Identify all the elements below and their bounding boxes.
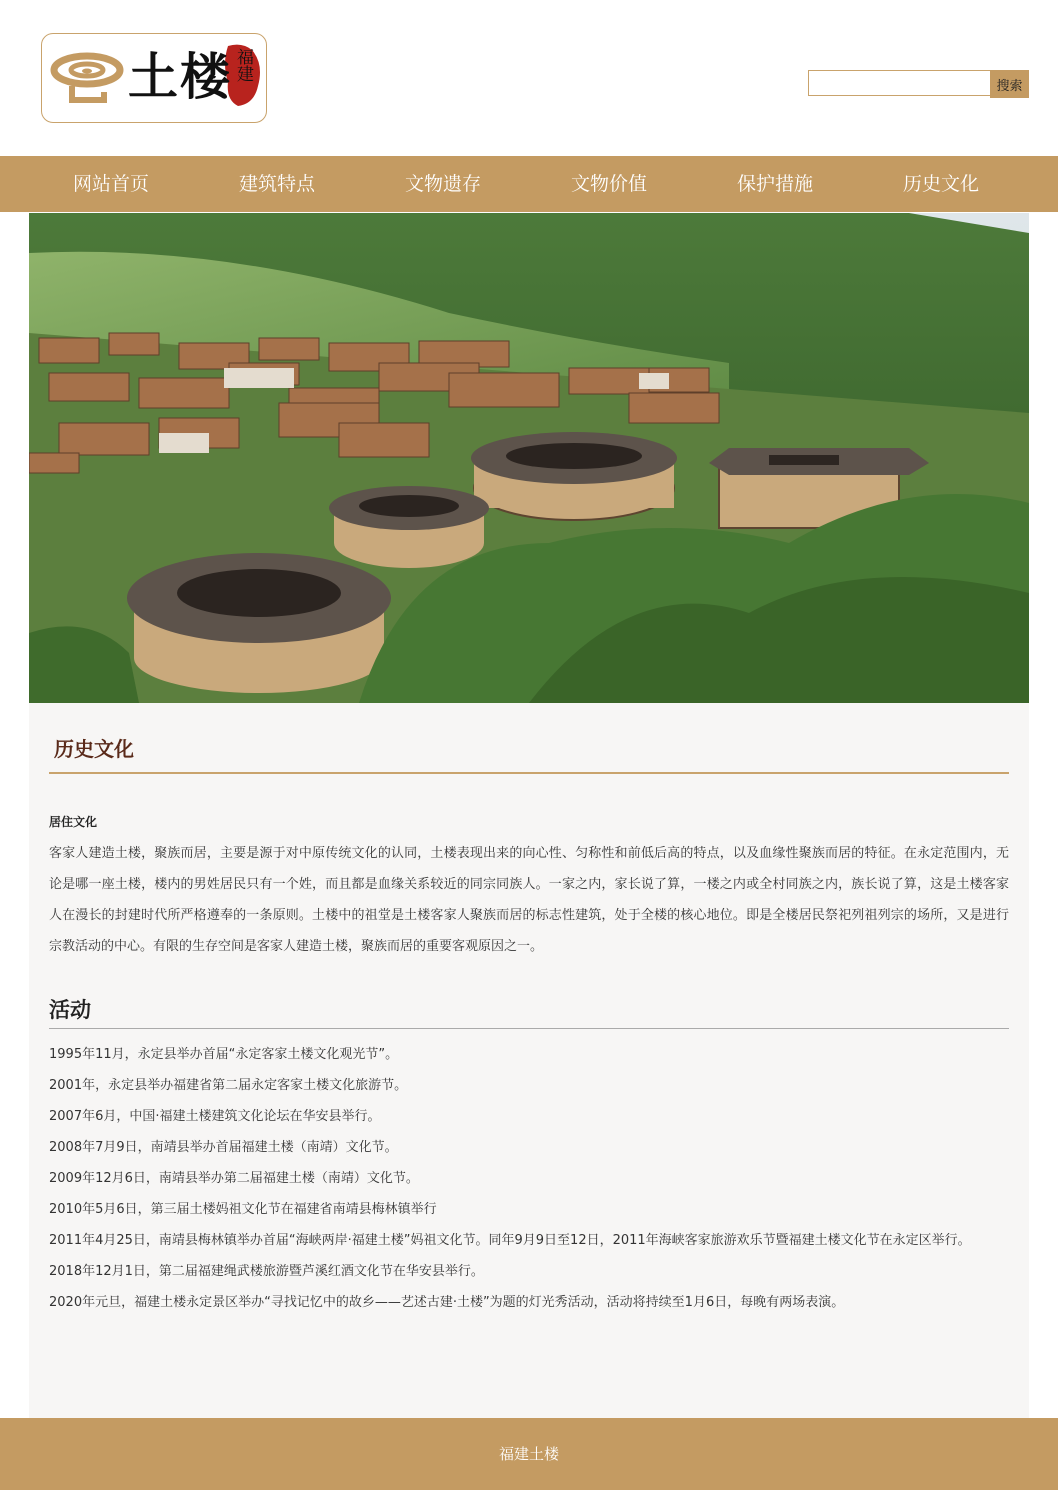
activity-item: 2009年12月6日，南靖县举办第二届福建土楼（南靖）文化节。 (49, 1171, 419, 1186)
hero-image (29, 213, 1029, 703)
logo-seal-text: 福建 (233, 48, 253, 82)
activities-list (49, 1039, 1009, 1318)
tulou-landscape-image (29, 213, 1029, 703)
activities-title: 活动 (49, 998, 91, 1022)
nav-item-protection[interactable]: 保护措施 (736, 173, 813, 195)
main-nav (0, 156, 1058, 212)
nav-item-home[interactable]: 网站首页 (72, 173, 149, 195)
activities-divider (49, 1028, 1009, 1029)
activity-item: 2007年6月，中国·福建土楼建筑文化论坛在华安县举行。 (49, 1109, 381, 1124)
subsection-title: 居住文化 (49, 815, 98, 829)
site-header (0, 0, 1058, 156)
site-logo[interactable] (41, 33, 267, 123)
activity-item: 2011年4月25日，南靖县梅林镇举办首届“海峡两岸·福建土楼”妈祖文化节。同年9月9日至12日，2011年海峡客家旅游欢乐节暨福建土楼文化节在永定区举行。 (49, 1233, 971, 1248)
nav-item-history[interactable]: 历史文化 (902, 173, 979, 195)
nav-item-value[interactable]: 文物价值 (570, 173, 647, 195)
search-input[interactable] (808, 70, 996, 96)
activity-item: 2010年5月6日，第三届土楼妈祖文化节在福建省南靖县梅林镇举行 (49, 1202, 437, 1217)
activity-item: 1995年11月，永定县举办首届“永定客家土楼文化观光节”。 (49, 1047, 399, 1062)
activity-item: 2018年12月1日，第二届福建绳武楼旅游暨芦溪红酒文化节在华安县举行。 (49, 1264, 484, 1279)
main-content (29, 703, 1029, 1418)
search-box (808, 70, 1029, 98)
logo-text: 土楼 (128, 47, 232, 106)
activity-item: 2020年元旦，福建土楼永定景区举办“寻找记忆中的故乡——艺述古建·土楼”为题的灯光秀活动，活动将持续至1月6日，每晚有两场表演。 (49, 1295, 845, 1310)
nav-item-architecture[interactable]: 建筑特点 (238, 173, 315, 195)
activity-item: 2001年，永定县举办福建省第二届永定客家土楼文化旅游节。 (49, 1078, 408, 1093)
site-footer: 福建土楼 (0, 1418, 1058, 1490)
search-button[interactable]: 搜索 (990, 70, 1029, 98)
page-title: 历史文化 (54, 737, 134, 761)
title-divider (49, 772, 1009, 774)
activity-item: 2008年7月9日，南靖县举办首届福建土楼（南靖）文化节。 (49, 1140, 398, 1155)
nav-item-relics[interactable]: 文物遗存 (404, 173, 481, 195)
culture-paragraph: 客家人建造土楼，聚族而居，主要是源于对中原传统文化的认同，土楼表现出来的向心性、匀称性和前低后高的特点，以及血缘性聚族而居的特征。在永定范围内，无论是哪一座土楼，楼内的男姓居民只有一个姓，而且都是血缘关系较近的同宗同族人。一家之内，家长说了算，一楼之内或全村同族之内，族长说了算，这是土楼客家人在漫长的封建时代所严格遵奉的一条原则。土楼中的祖堂是土楼客家人聚族而居的标志性建筑，处于全楼的核心地位。即是全楼居民祭祀列祖列宗的场所，又是进行宗教活动的中心。有限的生存空间是客家人建造土楼，聚族而居的重要客观原因之一。 (49, 846, 1009, 954)
